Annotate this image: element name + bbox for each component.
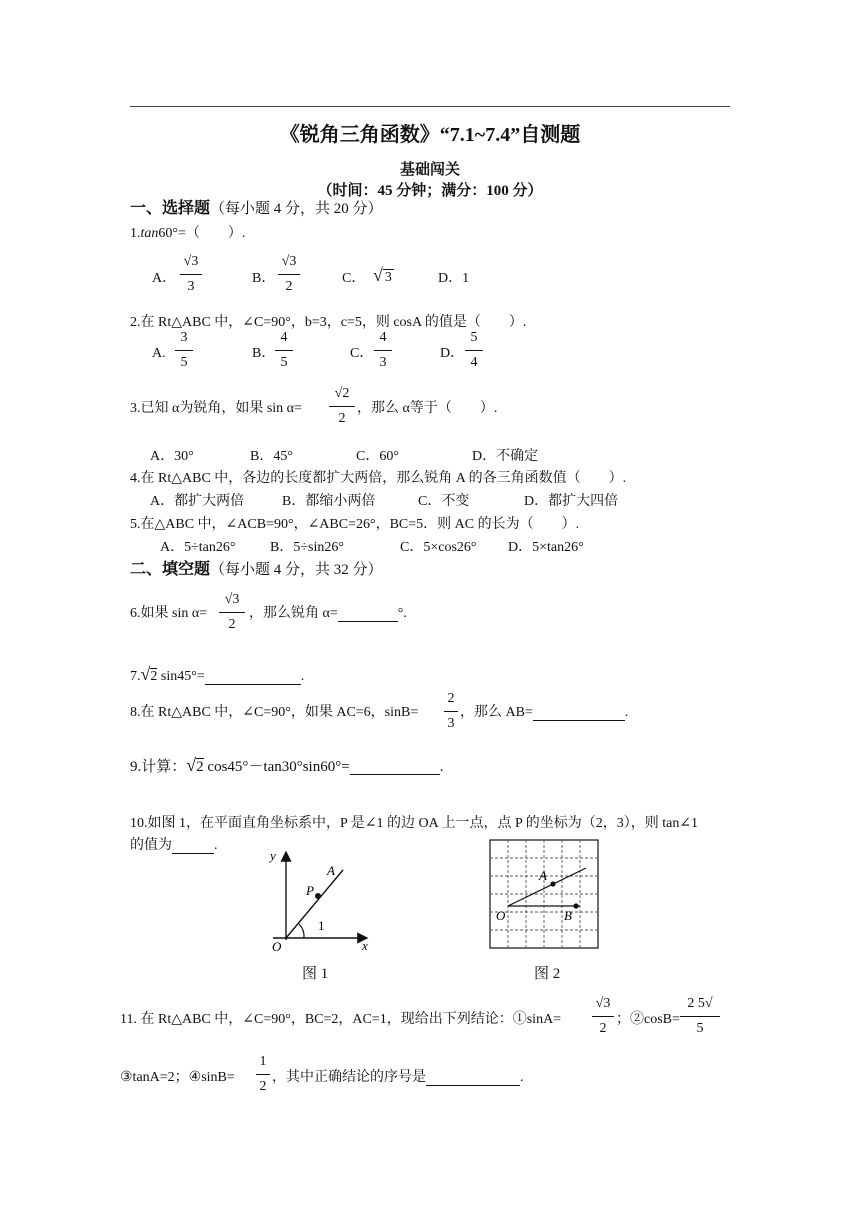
q6-num: 3 [232,592,240,607]
q3-option-b: B．45° [250,449,293,464]
fig2-grid-lines [490,840,598,948]
question-3-stem-pre: 3.已知 α为锐角，如果 sin α= [130,401,302,416]
subtitle: 基础闯关 [399,162,460,178]
question-6-stem-post [249,606,407,622]
q7-answer-blank[interactable] [205,670,301,685]
q1-option-b-label: B． [252,271,276,286]
q11-c4-fraction [256,1052,270,1097]
time-info: （时间：45 分钟；满分：100 分） [317,183,543,199]
fig2-label-o: O [496,908,506,923]
q8-end: . [624,705,629,720]
section-fill-scoring: （每小题 4 分，共 32 分） [210,562,383,578]
q2-option-d-label: D． [440,346,465,361]
question-5-stem: 5.在△ABC 中，∠ACB=90°，∠ABC=26°，BC=5．则 AC 的长为（ ）. [130,517,580,532]
q1-number: 1. [130,226,141,241]
q2-option-a-fraction [175,328,193,373]
fig1-label-o: O [272,939,282,954]
q10-end: . [214,838,218,853]
q1-a-den: 3 [187,279,195,294]
q2-b-num: 4 [280,330,288,345]
q11-c4-den: 2 [259,1079,267,1094]
fig1-label-y: y [270,848,276,863]
q2-a-den: 5 [180,355,188,370]
q5-option-d: D．5×tan26° [508,540,584,555]
section-choice-heading [130,201,383,218]
question-3-stem-post: ，那么 α等于（ ）. [357,401,498,416]
q8-den: 3 [447,716,455,731]
q11-c4-post [272,1070,524,1086]
q8-post: ，那么 AB= [460,705,533,720]
q11-end: . [520,1070,524,1085]
q1-a-num: 3 [191,254,199,269]
fig1-label-a: A [327,863,335,878]
q7-end: . [300,669,305,684]
q11-c1-den: 2 [599,1021,607,1036]
q6-unit: °. [397,606,407,621]
question-11-stem: 11. 在 Rt△ABC 中，∠C=90°，BC=2，AC=1，现给出下列结论：①sinA= [120,1012,562,1027]
page-title: 《锐角三角函数》“7.1~7.4”自测题 [279,124,581,146]
fig1-label-angle: 1 [318,918,325,933]
question-10-line2 [130,838,218,854]
question-1-stem [130,226,245,242]
q3-option-a: A．30° [150,449,194,464]
q2-c-num: 4 [379,330,387,345]
q2-option-b-label: B． [252,346,276,361]
q1-option-a-fraction: √3 3 [180,252,202,297]
q10-text: 的值为 [130,838,172,853]
fig2-label-a: A [539,868,547,883]
question-8-stem-pre: 8.在 Rt△ABC 中，∠C=90°，如果 AC=6，sinB= [130,705,419,720]
fig2-segment-oa [508,868,586,906]
question-6-stem-pre: 6.如果 sin α= [130,606,208,621]
q9-expr: cos45°－tan30°sin60°= [203,759,350,775]
q2-option-d-fraction [465,328,483,373]
q4-option-d: D．都扩大四倍 [524,494,619,509]
q11-answer-blank[interactable] [426,1071,520,1086]
header-rule [130,106,730,107]
q6-fraction: √3 2 [219,590,245,635]
q2-c-den: 3 [379,355,387,370]
figure-1-caption: 图 1 [302,966,329,982]
fig1-ray-oa [286,870,343,938]
q11-c4-num: 1 [259,1054,267,1069]
fig1-label-p: P [306,883,314,898]
q1-b-den: 2 [285,279,293,294]
q11-c3: ③tanA=2；④sinB= [120,1070,235,1085]
question-7: 7.√2 sin45°= . [130,664,305,684]
q1-func: tan [140,226,159,241]
fig2-point-a [550,881,555,886]
fig2-label-b: B [564,908,572,923]
q2-option-c-fraction [374,328,392,373]
q3-fraction: √2 2 [329,384,355,429]
q5-option-b: B．5÷sin26° [270,540,344,555]
figure-1-diagram [255,848,385,960]
q4-option-b: B．都缩小两倍 [282,494,376,509]
question-2-stem: 2.在 Rt△ABC 中，∠C=90°，b=3，c=5，则 cosA 的值是（ ）. [130,315,527,330]
q11-c1-num: 3 [603,996,611,1011]
q10-answer-blank[interactable] [172,839,214,854]
fig1-point-p [315,893,321,899]
q2-d-num: 5 [470,330,478,345]
q3-den: 2 [338,411,346,426]
q9-end: . [439,759,444,775]
q3-option-d: D．不确定 [472,449,539,464]
q8-num: 2 [447,691,455,706]
q9-answer-blank[interactable] [350,760,440,775]
q2-a-num: 3 [180,330,188,345]
q11-c2-pre: ；②cosB= [616,1012,680,1027]
q7-rad: 2 [150,669,158,684]
question-10-line1: 10.如图 1，在平面直角坐标系中，P 是∠1 的边 OA 上一点，点 P 的坐标为（2，3），则 tan∠1 [130,816,699,831]
question-9: 9.计算：√2 cos45°－tan30°sin60°= . [130,755,444,775]
q11-c2-fraction: 2 5√ 5 [680,994,720,1039]
q1-b-num: 3 [289,254,297,269]
question-4-stem: 4.在 Rt△ABC 中，各边的长度都扩大两倍，那么锐角 A 的各三角函数值（ ）. [130,471,627,486]
q1-option-d: D．1 [438,271,470,286]
q3-option-c: C．60° [356,449,399,464]
q7-number: 7. [130,669,141,684]
q11-c2-den: 5 [696,1021,704,1036]
section-fill-title: 二、填空题 [130,561,211,578]
section-choice-scoring: （每小题 4 分，共 20 分） [210,201,383,217]
q7-expr: sin45°= [157,669,205,684]
q1-option-c-label: C． [342,271,366,286]
q5-option-c: C．5×cos26° [400,540,477,555]
q1-rest: 60°=（ ）. [158,226,246,241]
q4-option-a: A．都扩大两倍 [150,494,245,509]
q2-d-den: 4 [470,355,478,370]
fig2-point-b [573,903,578,908]
q11-tail: ，其中正确结论的序号是 [272,1070,426,1085]
fig1-label-x: x [362,938,368,953]
section-fill-heading [130,562,383,579]
q8-answer-blank[interactable] [533,706,625,721]
q2-option-b-fraction [275,328,293,373]
q6-answer-blank[interactable] [338,607,398,622]
q9-rad: 2 [196,759,204,775]
q4-option-c: C．不变 [418,494,470,509]
q5-option-a: A．5÷tan26° [160,540,236,555]
q6-post: ，那么锐角 α= [249,606,338,621]
q11-c2-num: 2 5 [687,996,705,1011]
q2-option-a-label: A. [152,346,166,361]
q11-c1-fraction: √3 2 [592,994,614,1039]
fig1-angle-arc [299,924,304,938]
q2-b-den: 5 [280,355,288,370]
figure-2-grid-diagram [488,838,602,952]
q1-option-c-root: √ 3 [373,265,392,285]
q1-option-a-label: A． [152,271,177,286]
q6-den: 2 [228,617,236,632]
q1-option-b-fraction: √3 2 [278,252,300,297]
figure-2-caption: 图 2 [534,966,561,982]
q9-prefix: 9.计算： [130,759,187,775]
q3-num: 2 [342,386,350,401]
section-choice-title: 一、选择题 [130,200,211,217]
q2-option-c-label: C． [350,346,374,361]
q1-c-rad: 3 [384,270,392,285]
q8-fraction [444,689,458,734]
question-8-stem-post [460,705,628,721]
